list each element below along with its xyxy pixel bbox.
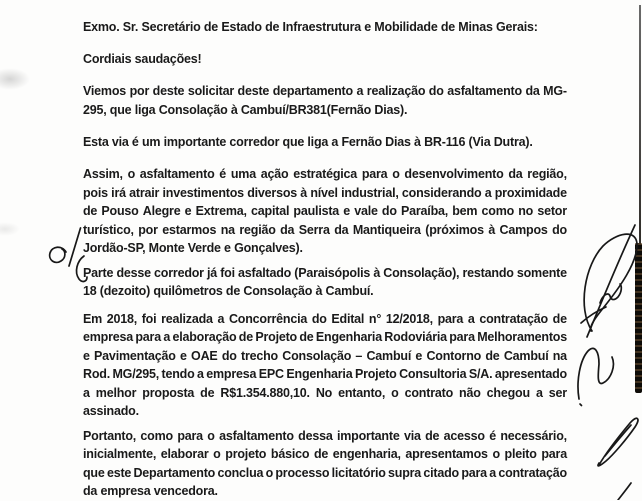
text-line: Assim, o asfaltamento é uma ação estratégica para o desenvolvimento da região, (83, 167, 567, 181)
text-line: da empresa vencedora. (83, 484, 218, 498)
text-line: 18 (dezoito) quilômetros de Consolação à Cambuí. (83, 284, 374, 298)
feather-flourish (598, 418, 638, 466)
paragraph-closing-request (83, 427, 567, 501)
paragraph-greeting (83, 50, 567, 69)
text-line: turístico, por estarmos na região da Serra da Mantiqueira (próximos à Campos do (83, 222, 567, 237)
text-line: a melhor proposta de R$1.354.880,10. No entanto, o contrato não chegou a ser (83, 385, 567, 400)
left-margin-flourish (50, 228, 87, 281)
paragraph-bid-2018 (83, 310, 567, 421)
text-line: Portanto, como para o asfaltamento dessa importante via de acesso é necessário, (83, 428, 567, 443)
right-edge-bar (635, 243, 642, 393)
right-edge-line (639, 5, 641, 245)
text-line: Esta via é um importante corredor que liga a Fernão Dias à BR-116 (Via Dutra). (83, 135, 533, 149)
text-line: assinado. (83, 404, 139, 418)
text-line: Jordão-SP, Monte Verde e Gonçalves). (83, 241, 303, 255)
text-line: Viemos por deste solicitar deste departamento a realização do asfaltamento da MG- (83, 84, 567, 98)
paragraph-salutation (83, 18, 567, 37)
paragraph-corridor (83, 133, 567, 152)
text-line: Parte desse corredor já foi asfaltado (Paraisópolis à Consolação), restando somente (83, 265, 567, 280)
text-line: Rod. MG/295, tendo a empresa EPC Engenharia Projeto Consultoria S/A. apresentado (83, 367, 567, 381)
text-line: que este Departamento conclua o processo licitatório supra citado para a contratação (83, 465, 567, 480)
paragraph-request (83, 82, 567, 119)
left-edge-smudge-2 (0, 222, 20, 236)
left-edge-smudge (0, 68, 30, 90)
text-line: Cordiais saudações! (83, 52, 202, 66)
text-line: e Pavimentação e OAE do trecho Consolação – Cambuí e Contorno de Cambuí na (83, 348, 567, 363)
bottom-pen-stroke (618, 483, 631, 500)
text-line: de Pouso Alegre e Extrema, capital paulista e vale do Paraíba, bem como no setor (83, 204, 567, 218)
text-line: 295, que liga Consolação à Cambuí/BR381(Fernão Dias). (83, 102, 408, 117)
text-line: inicialmente, elaborar o projeto básico de engenharia, apresentamos o pleito para (83, 447, 567, 461)
text-line: Em 2018, foi realizada a Concorrência do Edital n° 12/2018, para a contratação de (83, 311, 567, 326)
paragraph-partial-paving (83, 264, 567, 301)
paragraph-strategic-importance (83, 165, 567, 258)
text-line: pois irá atrair investimentos diversos à nível industrial, considerando a proximidade (83, 185, 567, 200)
text-line: Exmo. Sr. Secretário de Estado de Infraestrutura e Mobilidade de Minas Gerais: (83, 20, 538, 34)
n-scribble (578, 348, 613, 405)
letter-body (83, 0, 567, 501)
text-line: empresa para a elaboração de Projeto de Engenharia Rodoviária para Melhoramentos (83, 330, 567, 344)
vertical-signature (581, 225, 637, 337)
